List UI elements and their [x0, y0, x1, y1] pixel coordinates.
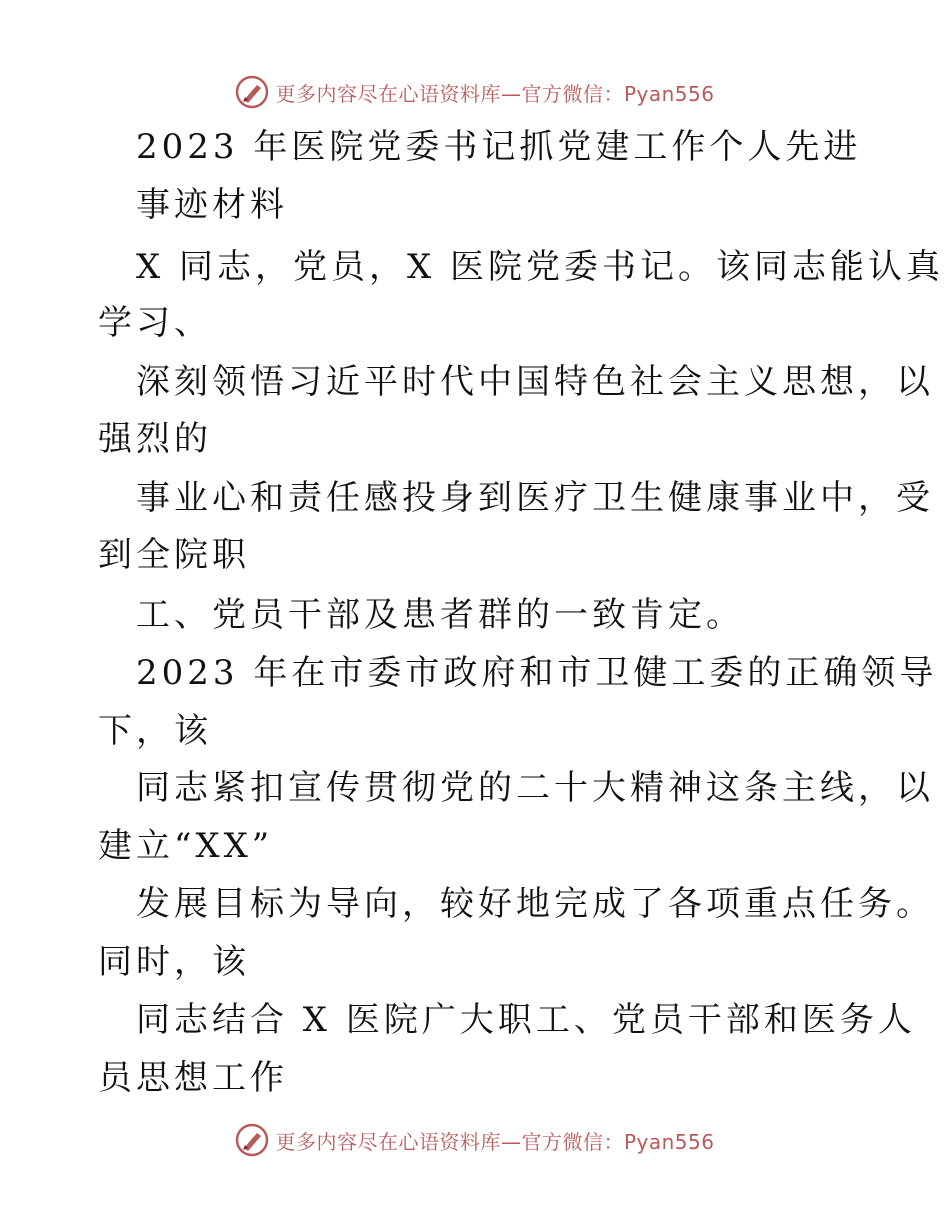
text-line: 工、党员干部及患者群的一致肯定。	[136, 595, 744, 635]
text-line: 员思想工作	[98, 1058, 288, 1098]
watermark-text: 更多内容尽在心语资料库—官方微信：Pyan556	[275, 81, 715, 106]
text-line: 深刻领悟习近平时代中国特色社会主义思想，以	[136, 362, 934, 402]
header-watermark	[0, 70, 950, 114]
text-line: 下，该	[98, 711, 212, 751]
footer-watermark	[0, 1118, 950, 1162]
text-line: 发展目标为导向，较好地完成了各项重点任务。	[136, 884, 934, 924]
text-line: 事业心和责任感投身到医疗卫生健康事业中，受	[136, 478, 934, 518]
watermark-text: 更多内容尽在心语资料库—官方微信：Pyan556	[275, 1129, 715, 1154]
text-line: 到全院职	[98, 535, 250, 575]
text-line: 同志结合 X 医院广大职工、党员干部和医务人	[136, 1000, 916, 1040]
text-line: 2023 年在市委市政府和市卫健工委的正确领导	[136, 653, 938, 693]
text-line: 同志紧扣宣传贯彻党的二十大精神这条主线，以	[136, 768, 934, 808]
pen-logo-icon	[235, 1123, 269, 1157]
pen-logo-icon	[235, 75, 269, 109]
text-line: 事迹材料	[136, 185, 288, 225]
text-line: 建立“XX”	[98, 826, 274, 866]
text-line: 同时，该	[98, 942, 250, 982]
text-line: 2023 年医院党委书记抓党建工作个人先进	[136, 127, 862, 167]
text-line: 学习、	[98, 303, 212, 343]
text-line: 强烈的	[98, 419, 212, 459]
text-line: X 同志，党员，X 医院党委书记。该同志能认真	[136, 247, 945, 287]
